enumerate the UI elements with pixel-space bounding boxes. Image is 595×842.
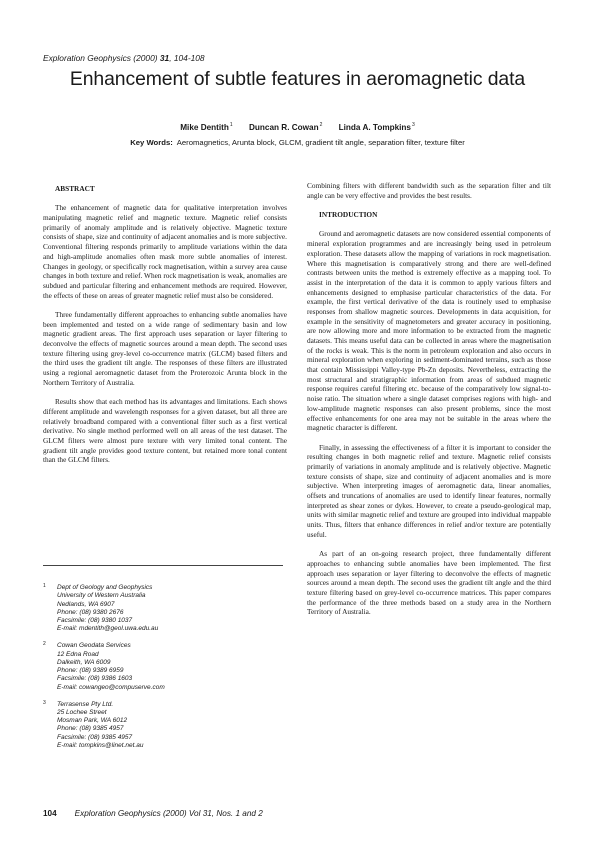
footnote-line: 12 Edna Road [57,650,99,658]
page-title: Enhancement of subtle features in aeromagnetic data [69,68,526,90]
footnote-line: Facsimile: (08) 9380 1037 [57,617,133,625]
author-name: Linda A. Tompkins [338,123,411,132]
journal-volume: 31 [159,53,170,63]
author-affiliation-mark: 3 [411,122,415,128]
footnote-line: E-mail: tompkins@linet.net.au [57,742,144,750]
author-affiliation-mark: 2 [319,122,323,128]
footnote-line: Phone: (08) 9380 2676 [57,608,124,616]
affiliation-footnotes [43,584,283,759]
footnote-line: Phone: (08) 9389 6959 [57,667,124,675]
footnote-line: Phone: (08) 9385 4957 [57,725,124,733]
abstract-paragraph: Three fundamentally different approaches to enhancing subtle anomalies have been implemented and tested on a wide range of sedimentary basin and low magnetic gradient areas. The first approach uses separation or layer filtering to deconvolve the effects of magnetic sources around a mean depth. The second uses texture filtering using grey-level co-occurrence matrix (GLCM) based filters and the third uses the gradient tilt angle. The responses of these filters are illustrated using a regional aeromagnetic dataset from the Proterozoic Arunta block in the Northern Territory of Australia. [43,309,287,387]
author-list [0,122,595,132]
abstract-continuation: Combining filters with different bandwidth such as the separation filter and tilt angle can be very effective and provides the best results. [307,181,551,200]
introduction-paragraph: As part of an on-going research project, three fundamentally different approaches to enhancing subtle anomalies have been implemented. The first approach uses separation or layer filtering to deconvolve the effects of magnetic sources around a mean depth. The second uses the gradient tilt angle and the third texture filtering based on grey-level co-occurrence matrices. This paper compares the performance of the three methods based on a study area in the Northern Territory of Australia. [307,549,551,617]
left-column [43,184,287,465]
journal-prefix: Exploration Geophysics (2000) [43,53,160,63]
abstract-paragraph: Results show that each method has its advantages and limitations. Each shows different amplitude and wavelength responses for a given dataset, but all three are relatively broadband compared with a conventional filter such as a first vertical derivative. No single method performed well on all areas of the test dataset. The GLCM filters were almost pure texture with very limited tonal content. The gradient tilt angle provides good texture content, but retained more tonal content than the GLCM filters. [43,397,287,465]
footnote-number: 1 [43,583,46,589]
footnote-line: Cowan Geodata Services [57,642,131,650]
abstract-heading: ABSTRACT [55,184,95,193]
footnote-line: University of Western Australia [57,592,146,600]
keywords [0,138,595,147]
footnote-line: Terrasense Pty Ltd. [57,700,114,708]
footnote [43,584,283,634]
introduction-paragraph: Finally, in assessing the effectiveness of a filter it is important to consider the resulting changes in both magnetic relief and texture. Magnetic relief consists primarily of variations in anomaly amplitude and is relatively objective. Magnetic texture consists of shape, size and continuity of adjacent anomalies and is more subjective. When interpreting images of aeromagnetic data, linear anomalies, offsets and truncations of anomalies are used to identify linear features, normally interpreted as shear zones or dykes. However, to create a pseudo-geological map, units with similar magnetic relief and texture are grouped into individual mappable units. Thus, filters that enhance differences in relief and/or texture are potentially useful. [307,442,551,539]
footnote [43,701,283,751]
page-footer [43,809,263,818]
footnote-line: E-mail: mdentith@geol.uwa.edu.au [57,625,159,633]
footnote-line: E-mail: cowangeo@compuserve.com [57,683,165,691]
introduction-paragraph: Ground and aeromagnetic datasets are now considered essential components of mineral exploration programmes and are increasingly being used in petroleum exploration. These datasets allow the mapping of variations in rock magnetisation. Where this magnetisation is comparatively strong and there are well-defined contrasts between units the method is extremely effective as a mapping tool. To assist in the interpretation of the data it is common to apply various filters and enhancements designed to emphasise particular characteristics of the data. For example, the first vertical derivative of the data is routinely used to emphasise responses from shallow magnetic sources. Developments in data acquisition, for example in the sensitivity of magnetometers and greater accuracy in positioning, are now allowing more and more information to be extracted from the magnetic datasets. This means useful data can be collected in areas where the magnetisation of the rocks is weak. This is the norm in petroleum exploration and also occurs in mineral exploration when exploring in sediment-dominated terrains, such as those that contain Mississippi Valley-type Pb-Zn deposits. Nevertheless, extracting the most structural and stratigraphic information from areas of subdued magnetic response requires careful filtering etc. because of the comparatively low signal-to-noise ratio. The situation where a single dataset comprises regions with high- and low-amplitude magnetic responses can also present problems, since the most effective enhancements for one area may not be suitable in the areas where the magnetic character is different. [307,229,551,433]
footer-citation: Exploration Geophysics (2000) Vol 31, Nos. 1 and 2 [74,809,263,818]
footnote-line: 25 Lochee Street [57,708,107,716]
footnote-number: 2 [43,641,46,648]
footnote-divider [43,565,283,566]
abstract-paragraph: The enhancement of magnetic data for qualitative interpretation involves manipulating magnetic relief and magnetic texture. Magnetic relief consists primarily of anomaly amplitude and is relatively objective. Magnetic texture consists of shape, size and continuity of adjacent anomalies and is more subjective. Conventional filtering responds primarily to amplitude variations within the data and high-amplitude anomalies often mask more subtle anomalies of interest. Changes in geology, or specifically rock magnetisation, within a survey area cause changes in both texture and relief. When rock magnetisation is weak, anomalies are subdued and particular filtering and enhancement methods are required. However, the effects of these on areas of greater magnetic relief must also be considered. [43,203,287,300]
footnote-line: Mosman Park, WA 6012 [57,717,128,725]
keywords-label: Key Words: [130,138,173,147]
author [249,123,322,132]
introduction-heading: INTRODUCTION [319,210,378,220]
author [339,123,415,132]
author [180,123,232,132]
page-number: 104 [43,809,57,818]
footnote-number: 3 [43,699,46,706]
journal-pages: , 104-108 [169,53,205,63]
author-affiliation-mark: 1 [229,122,233,128]
footnote-line: Facsimile: (08) 9386 1603 [57,675,133,683]
journal-citation [43,53,205,63]
keywords-text: Aeromagnetics, Arunta block, GLCM, gradient tilt angle, separation filter, texture filter [176,138,465,147]
footnote [43,642,283,692]
author-name: Duncan R. Cowan [248,123,319,132]
footnote-line: Dalkeith, WA 6009 [57,658,111,666]
footnote-line: Dept of Geology and Geophysics [57,584,153,591]
right-column [307,181,551,617]
footnote-line: Nedlands, WA 6907 [57,600,115,608]
footnote-line: Facsimile: (08) 9385 4957 [57,733,133,741]
author-name: Mike Dentith [180,123,229,132]
